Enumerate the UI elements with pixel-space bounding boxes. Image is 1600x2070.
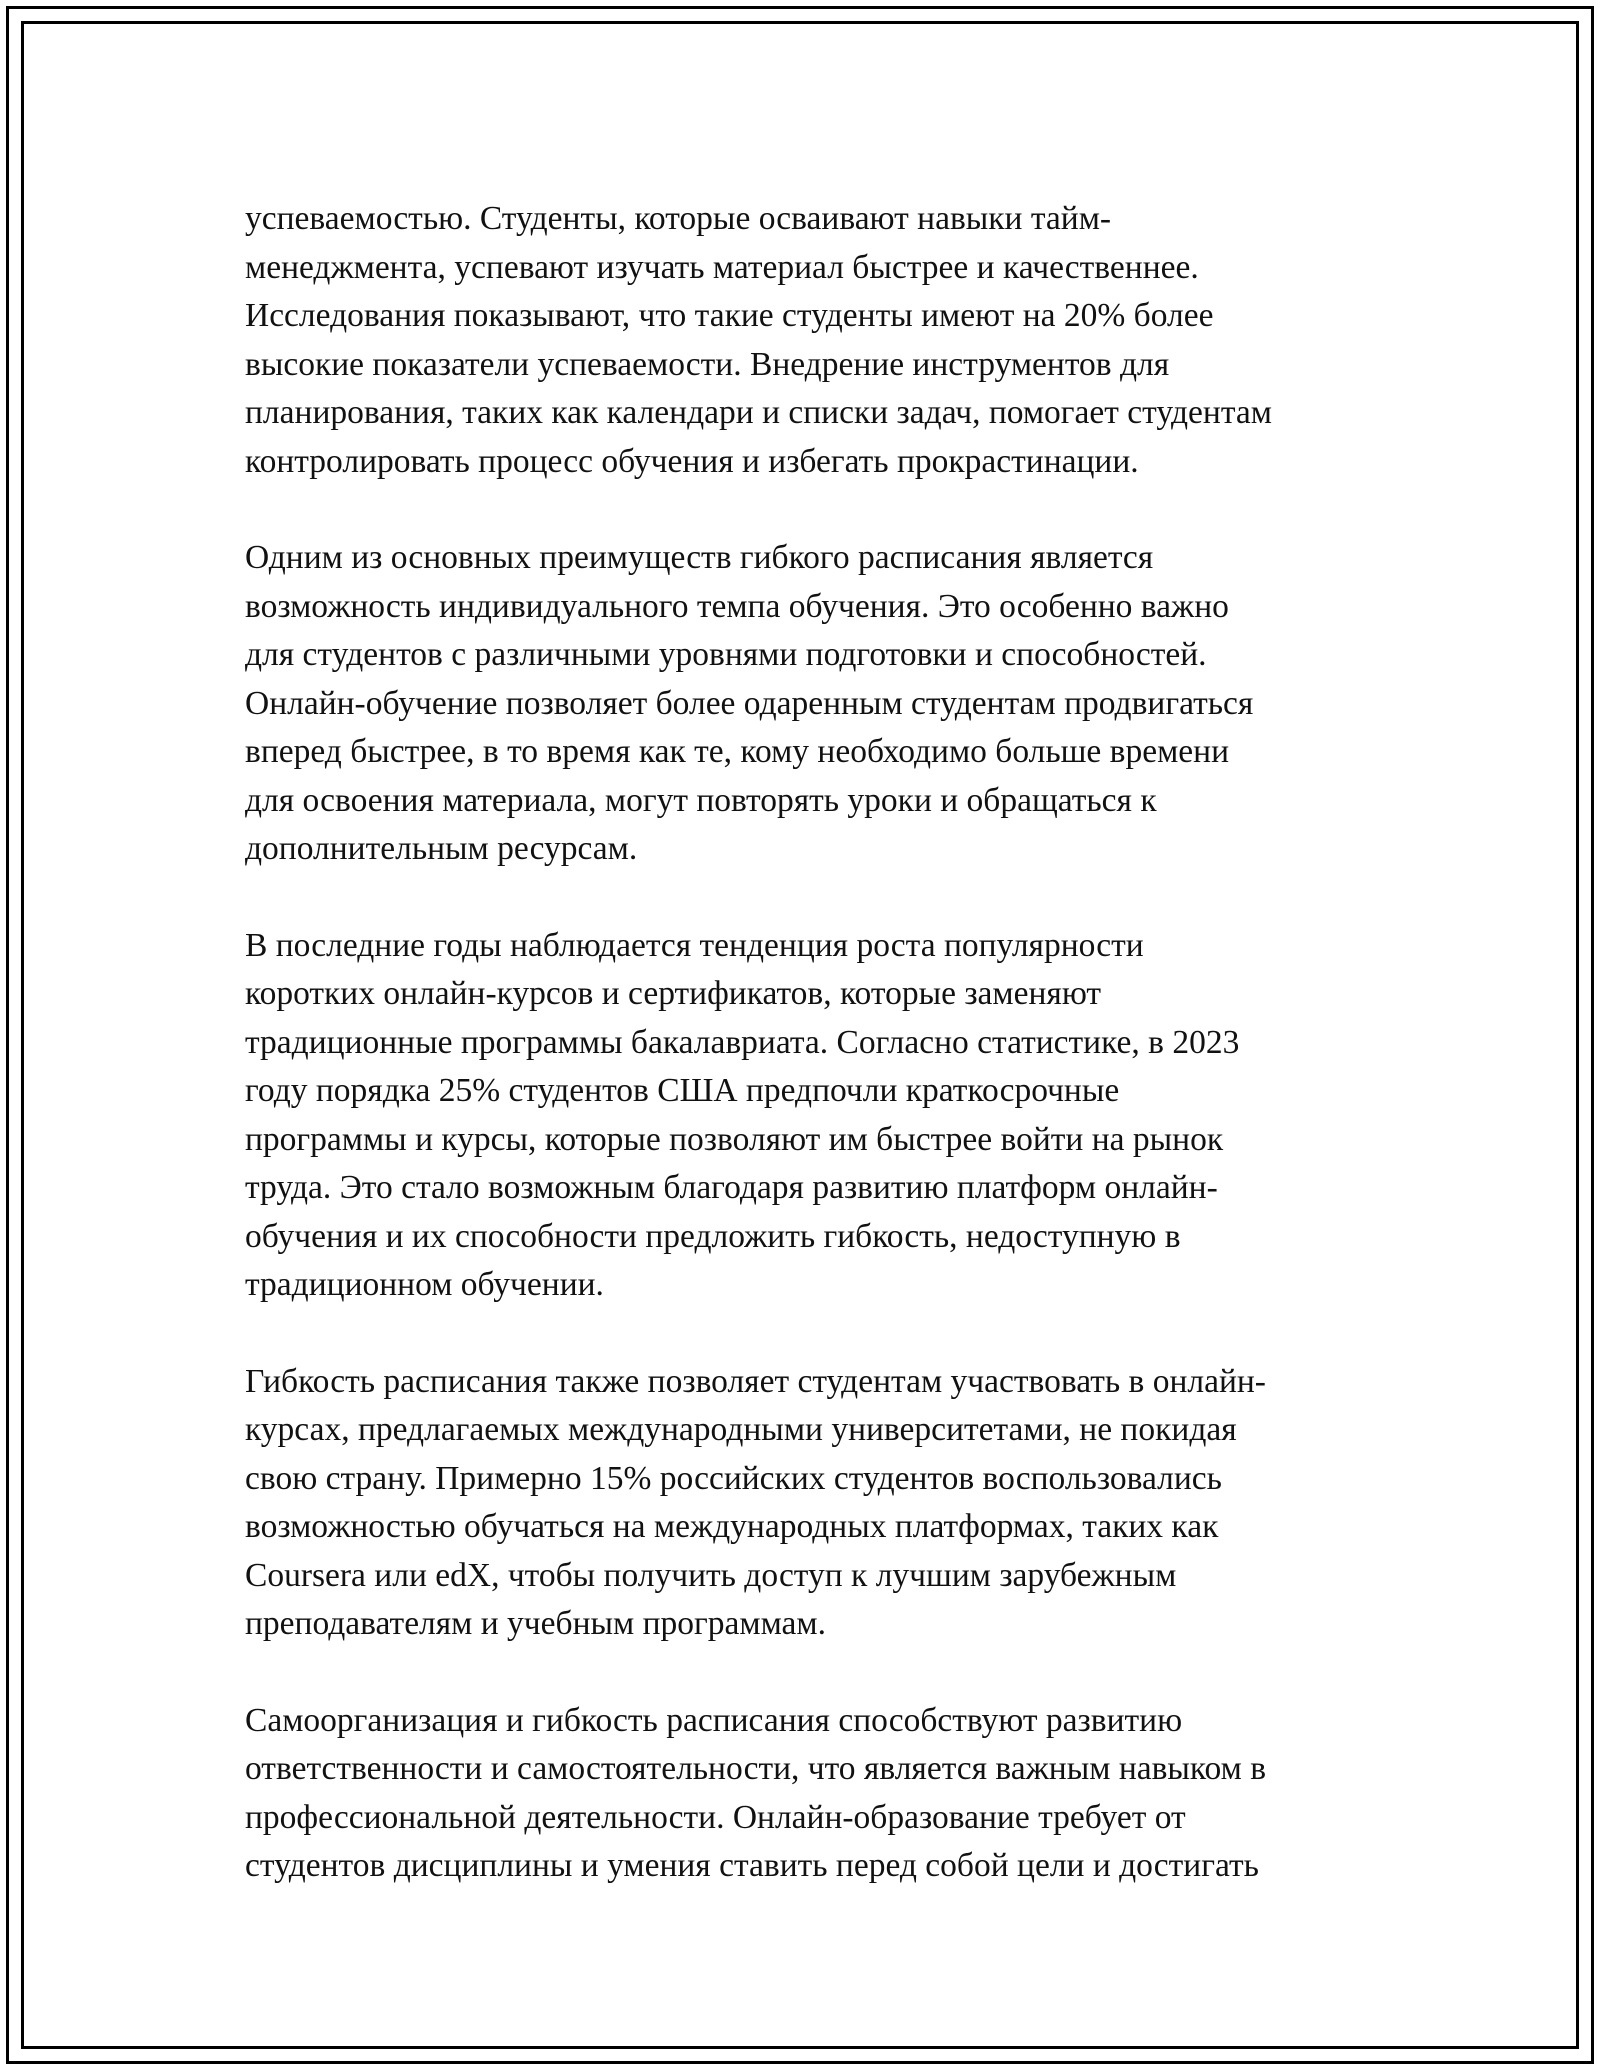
paragraph-2: Одним из основных преимуществ гибкого расписания является возможность индивидуального темпа обучения. Это особенно важно для студентов с различными уровнями подготовки и способностей. Онлайн-обучение позволяет более одаренным студентам продвигаться вперед быстрее, в то время как те, кому необходимо больше времени для освоения материала, могут повторять уроки и обращаться к дополнительным ресурсам. (245, 539, 1254, 867)
paragraph-5: Самоорганизация и гибкость расписания способствуют развитию ответственности и самостоятельности, что является важным навыком в профессиональной деятельности. Онлайн-образование требует от студентов дисциплины и умения ставить перед собой цели и достигать (245, 1701, 1267, 1884)
paragraph-3: В последние годы наблюдается тенденция роста популярности коротких онлайн-курсов и сертификатов, которые заменяют традиционные программы бакалавриата. Согласно статистике, в 2023 году порядка 25% студентов США предпочли краткосрочные программы и курсы, которые позволяют им быстрее войти на рынок труда. Это стало возможным благодаря развитию платформ онлайн- обучения и их способности предложить гибкость, недоступную в традиционном обучении. (245, 926, 1240, 1303)
paragraph-1: успеваемостью. Студенты, которые осваивают навыки тайм- менеджмента, успевают изучать материал быстрее и качественнее. Исследования показывают, что такие студенты имеют на 20% более высокие показатели успеваемости. Внедрение инструментов для планирования, таких как календари и списки задач, помогает студентам контролировать процесс обучения и избегать прокрастинации. (245, 200, 1272, 480)
paragraph-4: Гибкость расписания также позволяет студентам участвовать в онлайн- курсах, предлагаемых международными университетами, не покидая свою страну. Примерно 15% российских студентов воспользовались возможностью обучаться на международных платформах, таких как Coursera или edX, чтобы получить доступ к лучшим зарубежным преподавателям и учебным программам. (245, 1362, 1266, 1642)
page-frame (6, 6, 1594, 2064)
document-body (245, 195, 1395, 1939)
